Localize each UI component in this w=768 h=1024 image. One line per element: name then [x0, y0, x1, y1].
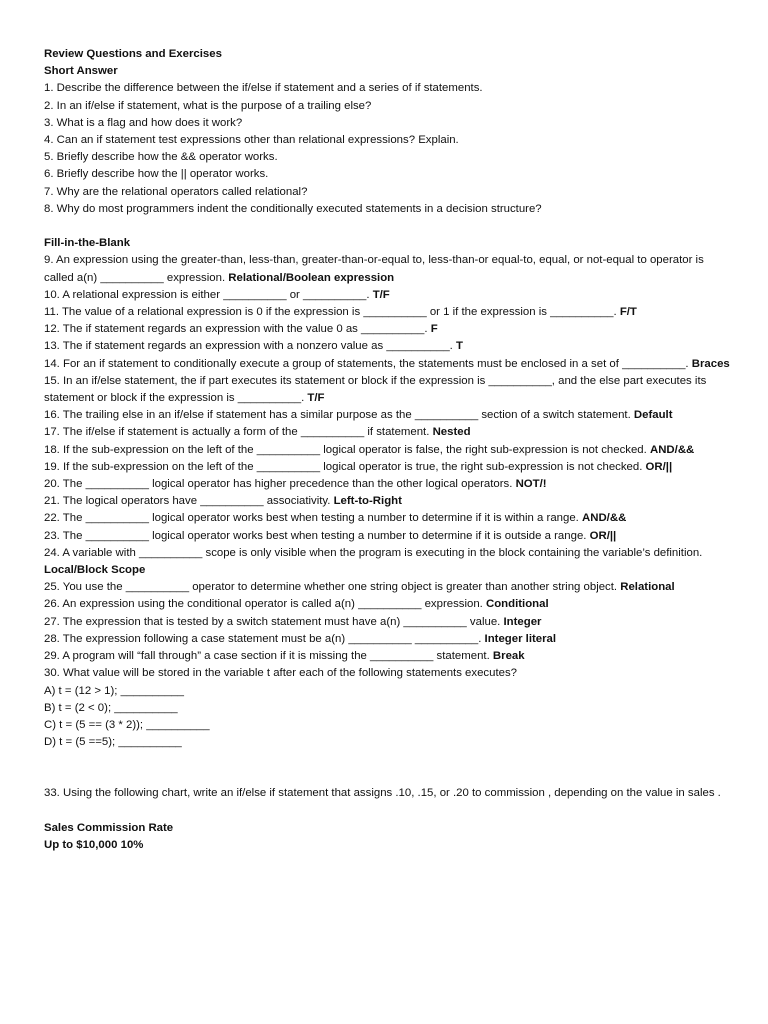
answer: Relational	[620, 581, 675, 594]
question-24: 24. A variable with __________ scope is only visible when the program is executing in the block containing the variable’s definition. Local/Block Scope	[44, 546, 703, 577]
short-answer-list	[44, 80, 734, 218]
answer: Integer	[503, 615, 542, 628]
question-29: 29. A program will “fall through” a case section if it is missing the __________ statement. Break	[44, 650, 525, 663]
question-16: 16. The trailing else in an if/else if statement has a similar purpose as the __________ section of a switch statement. Default	[44, 409, 673, 422]
answer: T/F	[372, 288, 390, 301]
answer: AND/&&	[649, 443, 695, 456]
question-23: 23. The __________ logical operator works best when testing a number to determine if it is outside a range. OR/||	[44, 529, 617, 542]
question-10: 10. A relational expression is either __________ or __________. T/F	[44, 288, 390, 301]
question-28: 28. The expression following a case statement must be a(n) __________ __________. Integer literal	[44, 632, 557, 645]
answer: Left-to-Right	[333, 495, 402, 508]
document-page	[44, 46, 734, 854]
page-title: Review Questions and Exercises	[44, 48, 222, 60]
question-30-part-c: C) t = (5 == (3 * 2)); __________	[44, 718, 210, 731]
question-3: 3. What is a flag and how does it work?	[44, 116, 243, 129]
question-9: 9. An expression using the greater-than, less-than, greater-than-or-equal to, less-than-or equal-to, equal, or not-equal to operator is called a(n) __________ expression. Relational/Boolean expression	[44, 254, 704, 284]
question-25: 25. You use the __________ operator to determine whether one string object is greater than another string object. Relational	[44, 581, 675, 594]
answer: F	[430, 323, 438, 336]
question-19: 19. If the sub-expression on the left of the __________ logical operator is true, the right sub-expression is not checked. OR/||	[44, 460, 673, 473]
answer: Nested	[432, 426, 471, 439]
question-5: 5. Briefly describe how the && operator works.	[44, 151, 278, 164]
question-2: 2. In an if/else if statement, what is the purpose of a trailing else?	[44, 99, 372, 112]
question-33: 33. Using the following chart, write an if/else if statement that assigns .10, .15, or .20 to commission , depending on the value in sales .	[44, 787, 721, 800]
question-20: 20. The __________ logical operator has higher precedence than the other logical operators. NOT/!	[44, 478, 547, 491]
question-4: 4. Can an if statement test expressions other than relational expressions? Explain.	[44, 134, 459, 147]
question-7: 7. Why are the relational operators called relational?	[44, 185, 308, 198]
question-15: 15. In an if/else statement, the if part executes its statement or block if the expression is __________, and the else part executes its statement or block if the expression is __________. T/F	[44, 374, 707, 405]
question-30: 30. What value will be stored in the variable t after each of the following statements executes?	[44, 667, 517, 680]
answer: OR/||	[589, 529, 617, 542]
commission-chart-row: Up to $10,000 10%	[44, 838, 144, 851]
short-answer-heading: Short Answer	[44, 65, 118, 78]
answer: Relational/Boolean expression	[228, 271, 395, 284]
question-30-part-a: A) t = (12 > 1); __________	[44, 684, 184, 697]
answer: Break	[492, 650, 525, 663]
question-18: 18. If the sub-expression on the left of the __________ logical operator is false, the right sub-expression is not checked. AND/&&	[44, 443, 695, 456]
commission-chart-header: Sales Commission Rate	[44, 821, 174, 834]
question-22: 22. The __________ logical operator works best when testing a number to determine if it is within a range. AND/&&	[44, 512, 627, 525]
question-8: 8. Why do most programmers indent the conditionally executed statements in a decision structure?	[44, 202, 542, 215]
answer: OR/||	[645, 460, 673, 473]
question-14: 14. For an if statement to conditionally execute a group of statements, the statements must be enclosed in a set of __________. Braces	[44, 357, 730, 370]
question-11: 11. The value of a relational expression is 0 if the expression is __________ or 1 if the expression is __________. F/T	[44, 306, 637, 319]
question-17: 17. The if/else if statement is actually a form of the __________ if statement. Nested	[44, 426, 471, 439]
answer: F/T	[619, 306, 637, 319]
answer: AND/&&	[582, 512, 627, 525]
question-21: 21. The logical operators have __________ associativity. Left-to-Right	[44, 495, 402, 508]
answer: NOT/!	[515, 478, 547, 491]
fill-in-list	[44, 252, 734, 751]
answer: T	[456, 340, 463, 353]
answer: T/F	[307, 392, 325, 405]
question-26: 26. An expression using the conditional operator is called a(n) __________ expression. Conditional	[44, 598, 549, 611]
question-12: 12. The if statement regards an expression with the value 0 as __________. F	[44, 323, 438, 336]
answer: Local/Block Scope	[44, 564, 146, 577]
question-13: 13. The if statement regards an expression with a nonzero value as __________. T	[44, 340, 463, 353]
question-27: 27. The expression that is tested by a switch statement must have a(n) __________ value. Integer	[44, 615, 542, 628]
fill-in-heading: Fill-in-the-Blank	[44, 237, 131, 250]
answer: Integer literal	[484, 632, 557, 645]
answer: Conditional	[486, 598, 549, 611]
answer: Default	[633, 409, 673, 422]
question-30-part-d: D) t = (5 ==5); __________	[44, 736, 182, 749]
answer: Braces	[691, 357, 730, 370]
question-30-part-b: B) t = (2 < 0); __________	[44, 701, 178, 714]
question-1: 1. Describe the difference between the if/else if statement and a series of if statements.	[44, 82, 483, 95]
question-6: 6. Briefly describe how the || operator works.	[44, 168, 269, 181]
